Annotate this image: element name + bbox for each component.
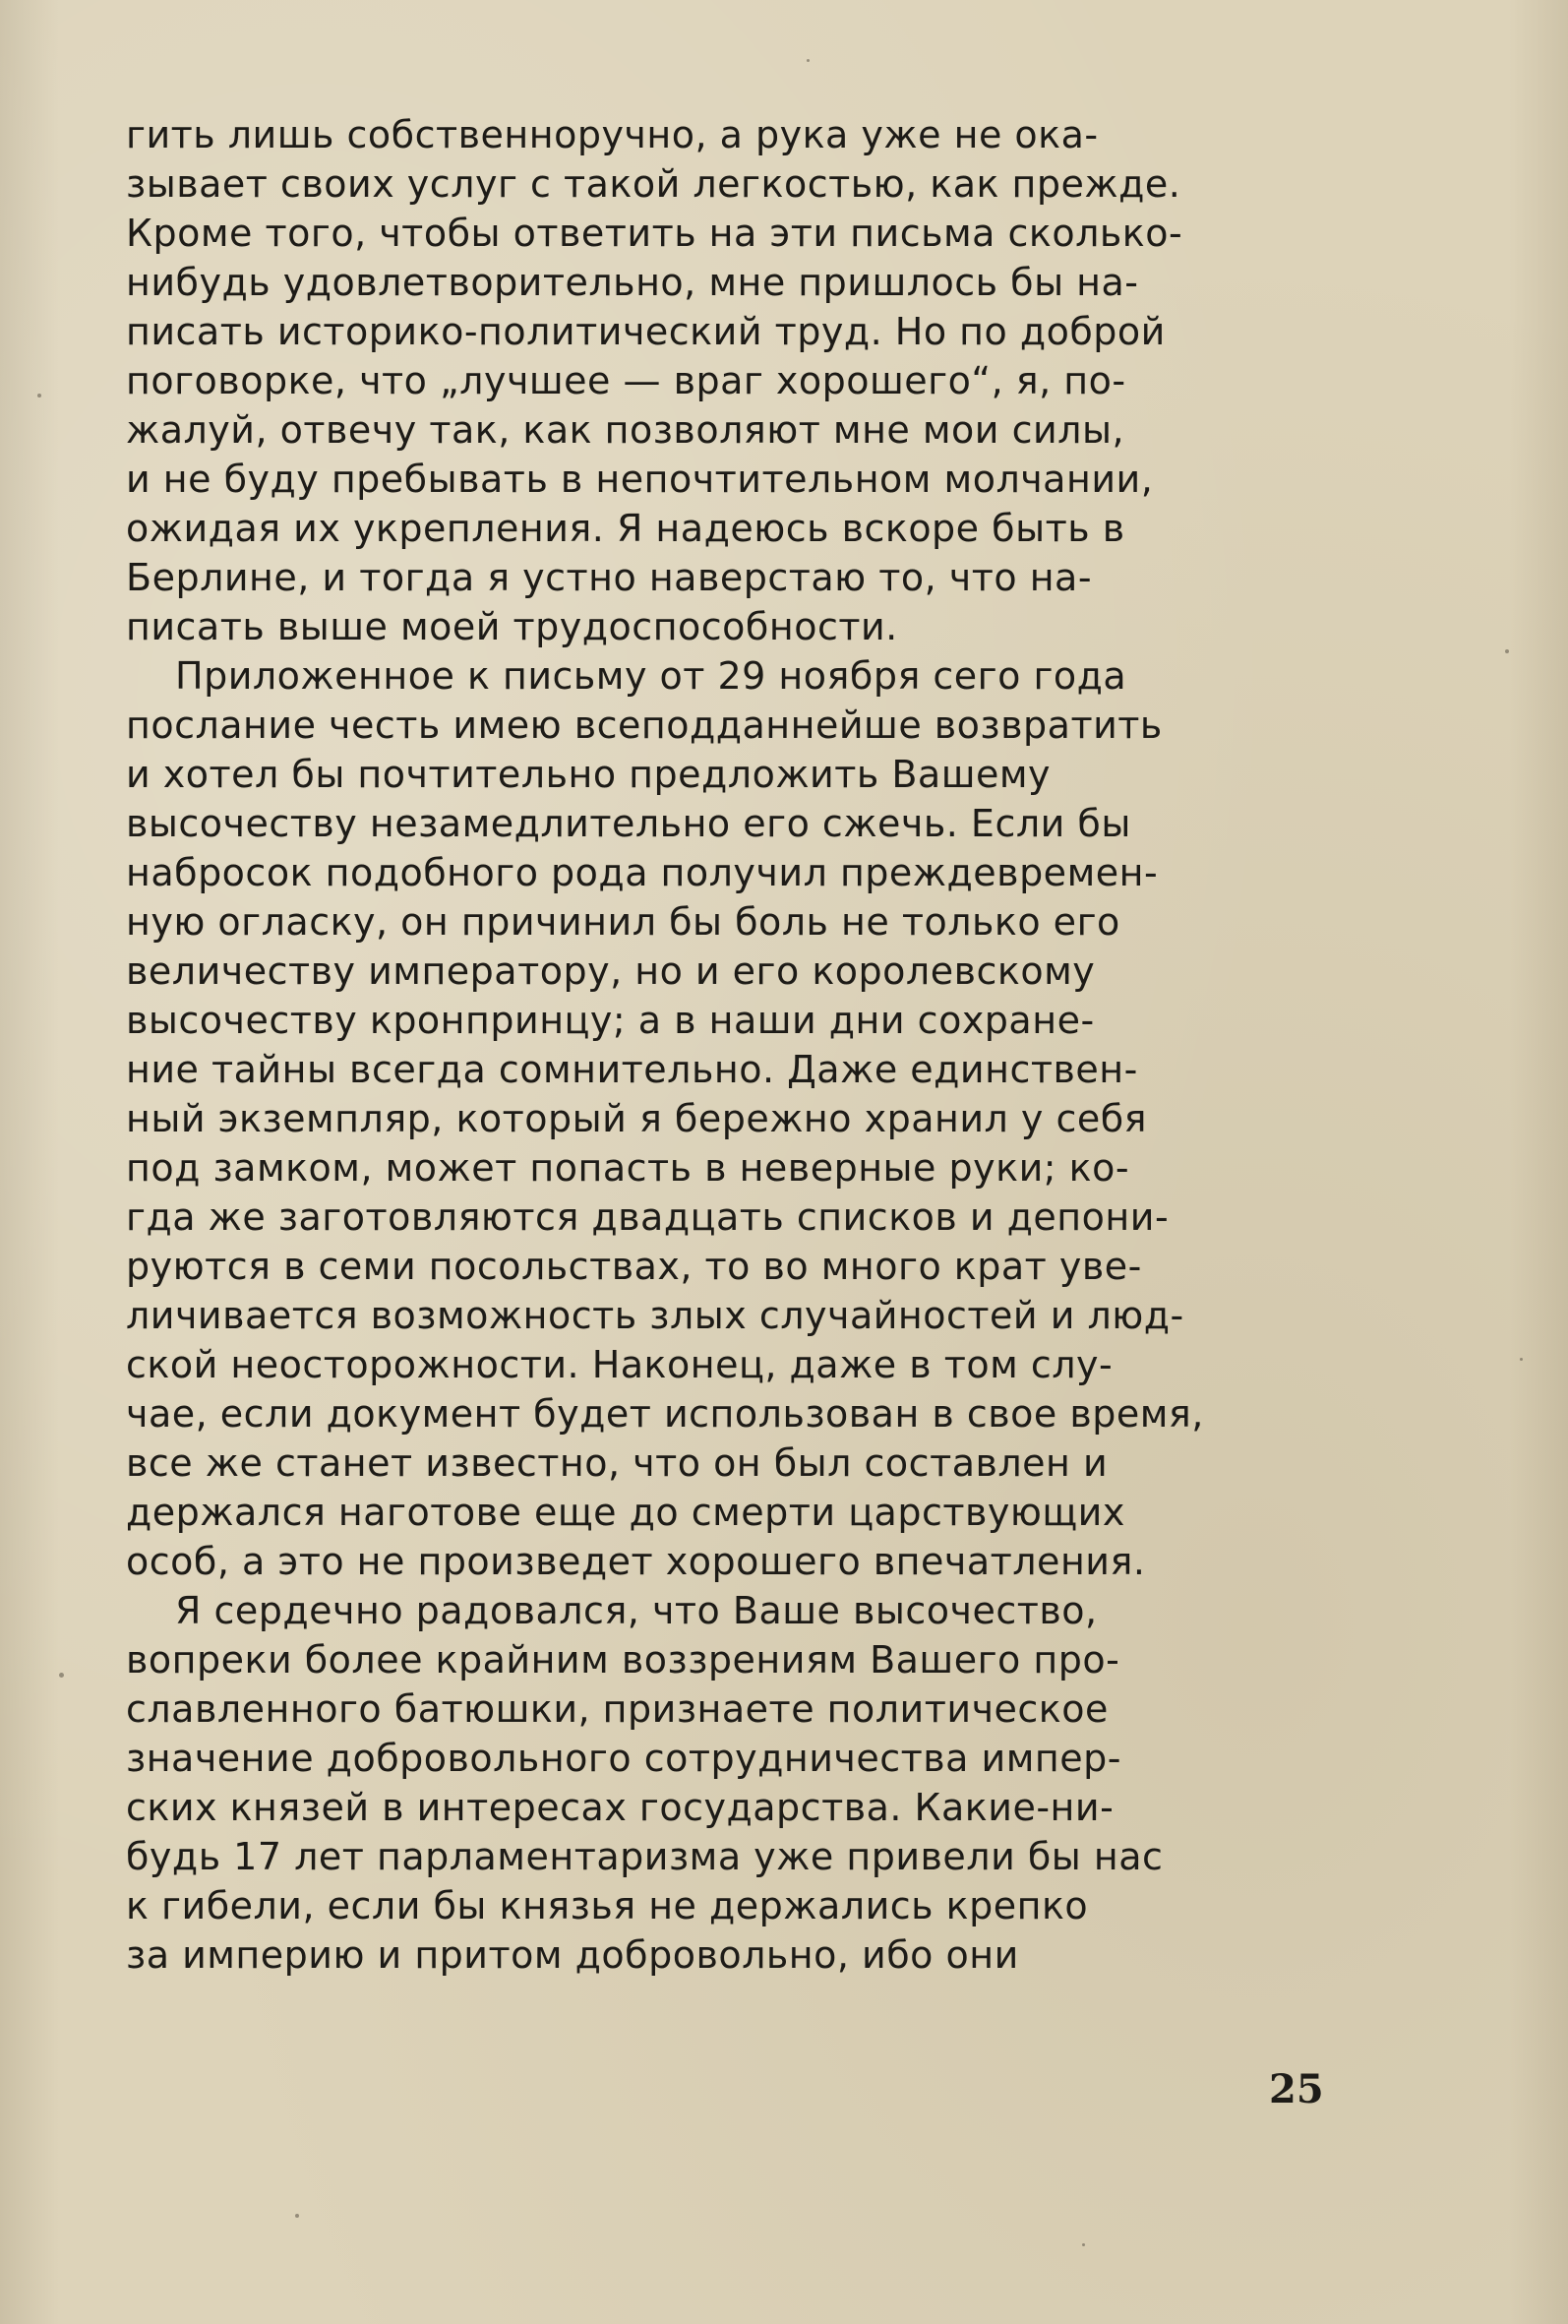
text-line: руются в семи посольствах, то во много крат уве- bbox=[126, 1245, 1142, 1288]
text-line: писать историко-политический труд. Но по доброй bbox=[126, 310, 1166, 353]
text-line: вопреки более крайним воззрениям Вашего про- bbox=[126, 1638, 1120, 1682]
text-line: ожидая их укрепления. Я надеюсь вскоре быть в bbox=[126, 507, 1125, 550]
text-line: ную огласку, он причинил бы боль не только его bbox=[126, 900, 1120, 944]
text-line: ный экземпляр, который я бережно хранил у себя bbox=[126, 1097, 1148, 1140]
paragraph-3 bbox=[126, 1586, 1365, 1980]
text-line: писать выше моей трудоспособности. bbox=[126, 605, 898, 648]
body-text bbox=[126, 110, 1365, 1980]
text-line: особ, а это не произведет хорошего впечатления. bbox=[126, 1540, 1146, 1583]
text-line: зывает своих услуг с такой легкостью, как прежде. bbox=[126, 162, 1181, 206]
text-line: под замком, может попасть в неверные руки; ко- bbox=[126, 1146, 1130, 1190]
paper-speck bbox=[59, 1673, 64, 1678]
text-line: гить лишь собственноручно, а рука уже не ока- bbox=[126, 113, 1099, 156]
paper-speck bbox=[807, 59, 810, 62]
text-line: ской неосторожности. Наконец, даже в том слу- bbox=[126, 1343, 1114, 1386]
text-line: к гибели, если бы князья не держались крепко bbox=[126, 1884, 1089, 1927]
text-line: послание честь имею всеподданнейше возвратить bbox=[126, 703, 1163, 747]
text-line: высочеству кронпринцу; а в наши дни сохране- bbox=[126, 999, 1095, 1042]
text-line: набросок подобного рода получил преждевремен- bbox=[126, 851, 1159, 894]
text-line: значение добровольного сотрудничества импер- bbox=[126, 1737, 1121, 1780]
page-number: 25 bbox=[1269, 2066, 1324, 2112]
text-line: поговорке, что „лучшее — враг хорошего“, я, по- bbox=[126, 359, 1126, 402]
text-line: ских князей в интересах государства. Какие-ни- bbox=[126, 1786, 1115, 1829]
text-line: славленного батюшки, признаете политическое bbox=[126, 1687, 1109, 1731]
paper-speck bbox=[1505, 649, 1509, 653]
paper-speck bbox=[1520, 1358, 1523, 1361]
text-line: Берлине, и тогда я устно наверстаю то, что на- bbox=[126, 556, 1093, 599]
text-line: все же станет известно, что он был составлен и bbox=[126, 1441, 1109, 1485]
paragraph-2 bbox=[126, 651, 1365, 1586]
text-line: гда же заготовляются двадцать списков и депони- bbox=[126, 1195, 1170, 1239]
text-line: Кроме того, чтобы ответить на эти письма сколько- bbox=[126, 212, 1183, 255]
text-line: и хотел бы почтительно предложить Вашему bbox=[126, 753, 1052, 796]
text-line: личивается возможность злых случайностей и люд- bbox=[126, 1294, 1184, 1337]
paper-speck bbox=[295, 2214, 299, 2218]
paper-speck bbox=[1082, 2243, 1085, 2246]
text-line: жалуй, отвечу так, как позволяют мне мои силы, bbox=[126, 408, 1125, 452]
text-line: Приложенное к письму от 29 ноября сего года bbox=[175, 654, 1127, 698]
text-line: величеству императору, но и его королевскому bbox=[126, 949, 1096, 993]
text-line: за империю и притом добровольно, ибо они bbox=[126, 1933, 1019, 1977]
text-line: ние тайны всегда сомнительно. Даже единствен- bbox=[126, 1048, 1138, 1091]
paper-speck bbox=[37, 394, 41, 398]
text-line: Я сердечно радовался, что Ваше высочество, bbox=[175, 1589, 1098, 1632]
text-line: будь 17 лет парламентаризма уже привели бы нас bbox=[126, 1835, 1164, 1878]
paragraph-1 bbox=[126, 110, 1365, 651]
text-line: чае, если документ будет использован в свое время, bbox=[126, 1392, 1204, 1436]
text-line: нибудь удовлетворительно, мне пришлось бы на- bbox=[126, 261, 1139, 304]
text-line: держался наготове еще до смерти царствующих bbox=[126, 1491, 1125, 1534]
text-line: и не буду пребывать в непочтительном молчании, bbox=[126, 458, 1154, 501]
text-line: высочеству незамедлительно его сжечь. Если бы bbox=[126, 802, 1131, 845]
